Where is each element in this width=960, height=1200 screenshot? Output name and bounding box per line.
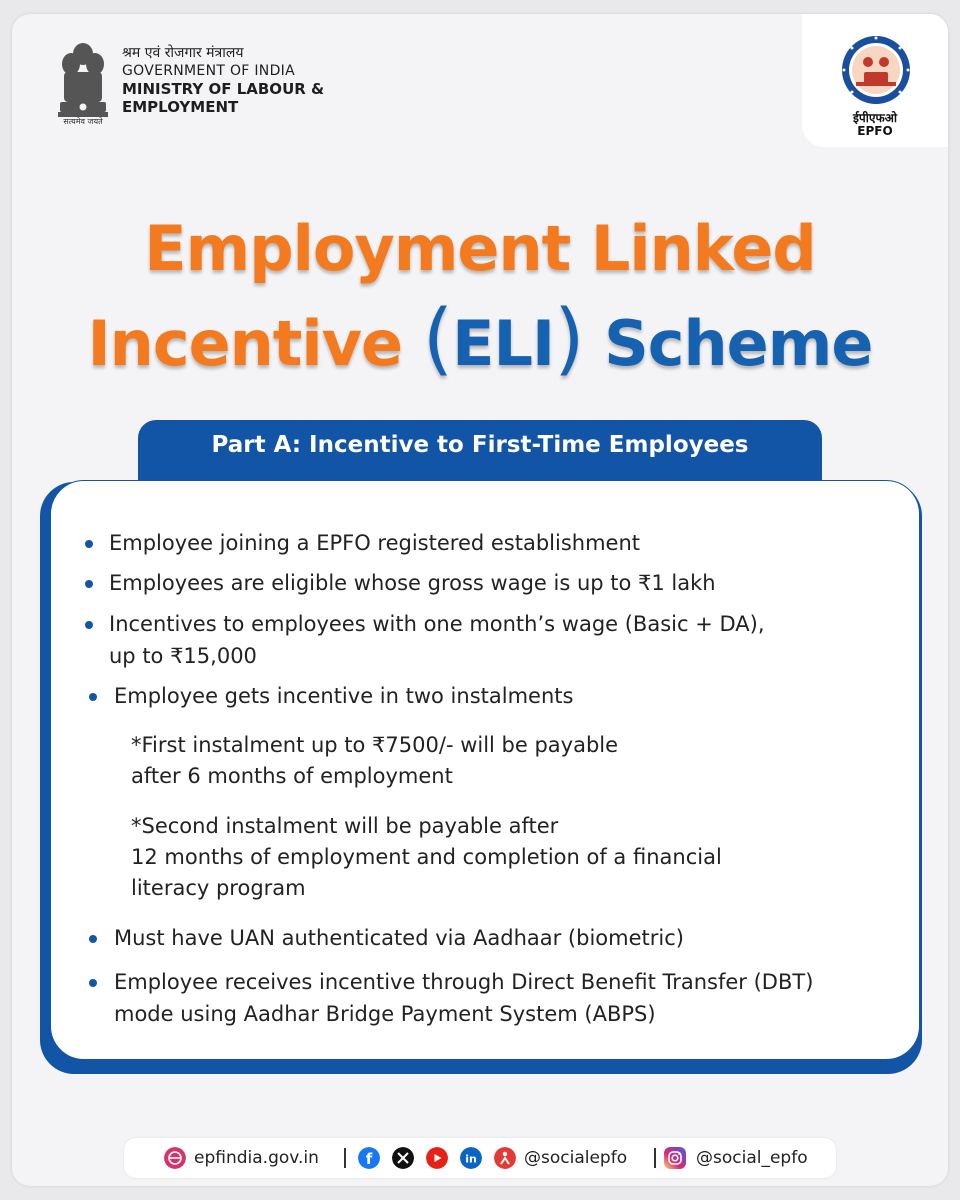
bullet-dot — [85, 580, 93, 588]
facebook-icon[interactable] — [358, 1147, 380, 1169]
title-eli: ELI — [452, 307, 555, 380]
bullet-dot — [89, 979, 97, 987]
emblem-motto: सत्यमेव जयते — [63, 117, 103, 126]
title-paren-close: ) — [554, 294, 584, 384]
divider — [344, 1148, 346, 1168]
bullet-text: Employees are eligible whose gross wage is up to ₹1 lakh — [109, 571, 716, 595]
title-scheme: Scheme — [604, 307, 873, 380]
second-instalment-line-1: *Second instalment will be payable after — [131, 814, 559, 838]
epfo-hindi-label: ईपीएफओ — [853, 111, 897, 125]
koo-icon[interactable] — [494, 1147, 516, 1169]
bullet-dot — [85, 621, 93, 629]
first-instalment-line-1: *First instalment up to ₹7500/- will be payable — [131, 733, 619, 757]
linkedin-icon[interactable] — [460, 1147, 482, 1169]
bullet-text: Employee receives incentive through Direct Benefit Transfer (DBT) — [114, 970, 814, 994]
epfo-logo-tab — [802, 14, 948, 147]
title-line-1: Employment Linked — [144, 212, 816, 285]
website-link[interactable]: epfindia.gov.in — [194, 1148, 319, 1168]
ministry-name-line2: EMPLOYMENT — [122, 98, 239, 116]
epfo-label: EPFO — [857, 124, 893, 138]
bullet-text: Employee joining a EPFO registered establishment — [109, 531, 640, 555]
bullet-continuation: up to ₹15,000 — [109, 644, 257, 668]
epfo-logo-icon — [834, 32, 918, 116]
bullet-dot — [89, 935, 97, 943]
second-instalment-line-2: 12 months of employment and completion of a financial — [131, 845, 722, 869]
title-incentive: Incentive — [87, 307, 403, 380]
poster-card — [12, 14, 948, 1186]
bullet-text: Incentives to employees with one month’s wage (Basic + DA), — [109, 612, 765, 636]
social-handle[interactable]: @socialepfo — [524, 1148, 628, 1168]
footer-bar — [124, 1138, 836, 1178]
government-label: GOVERNMENT OF INDIA — [122, 63, 295, 79]
bullet-dot — [89, 693, 97, 701]
instagram-handle[interactable]: @social_epfo — [696, 1148, 808, 1168]
x-icon[interactable] — [392, 1147, 414, 1169]
title-line-2 — [12, 294, 948, 384]
bullet-continuation: mode using Aadhar Bridge Payment System (ABPS) — [114, 1002, 656, 1026]
instagram-icon[interactable] — [664, 1147, 686, 1169]
ministry-block — [122, 44, 324, 116]
svg-text:in: in — [465, 1152, 477, 1166]
title-paren-open: ( — [422, 294, 453, 384]
youtube-icon[interactable] — [426, 1147, 448, 1169]
first-instalment-line-2: after 6 months of employment — [131, 764, 453, 788]
bullet-dot — [85, 540, 93, 548]
divider — [654, 1148, 656, 1168]
bullet-text: Must have UAN authenticated via Aadhaar (biometric) — [114, 926, 684, 950]
content-box — [50, 480, 920, 1060]
svg-text:f: f — [365, 1150, 373, 1168]
ministry-name-line1: MINISTRY OF LABOUR & — [122, 80, 325, 98]
ministry-hindi: श्रम एवं रोजगार मंत्रालय — [122, 45, 244, 61]
part-a-heading: Part A: Incentive to First-Time Employees — [138, 420, 822, 482]
web-icon[interactable] — [164, 1147, 186, 1169]
bullet-text: Employee gets incentive in two instalments — [114, 684, 574, 708]
second-instalment-line-3: literacy program — [131, 876, 306, 900]
